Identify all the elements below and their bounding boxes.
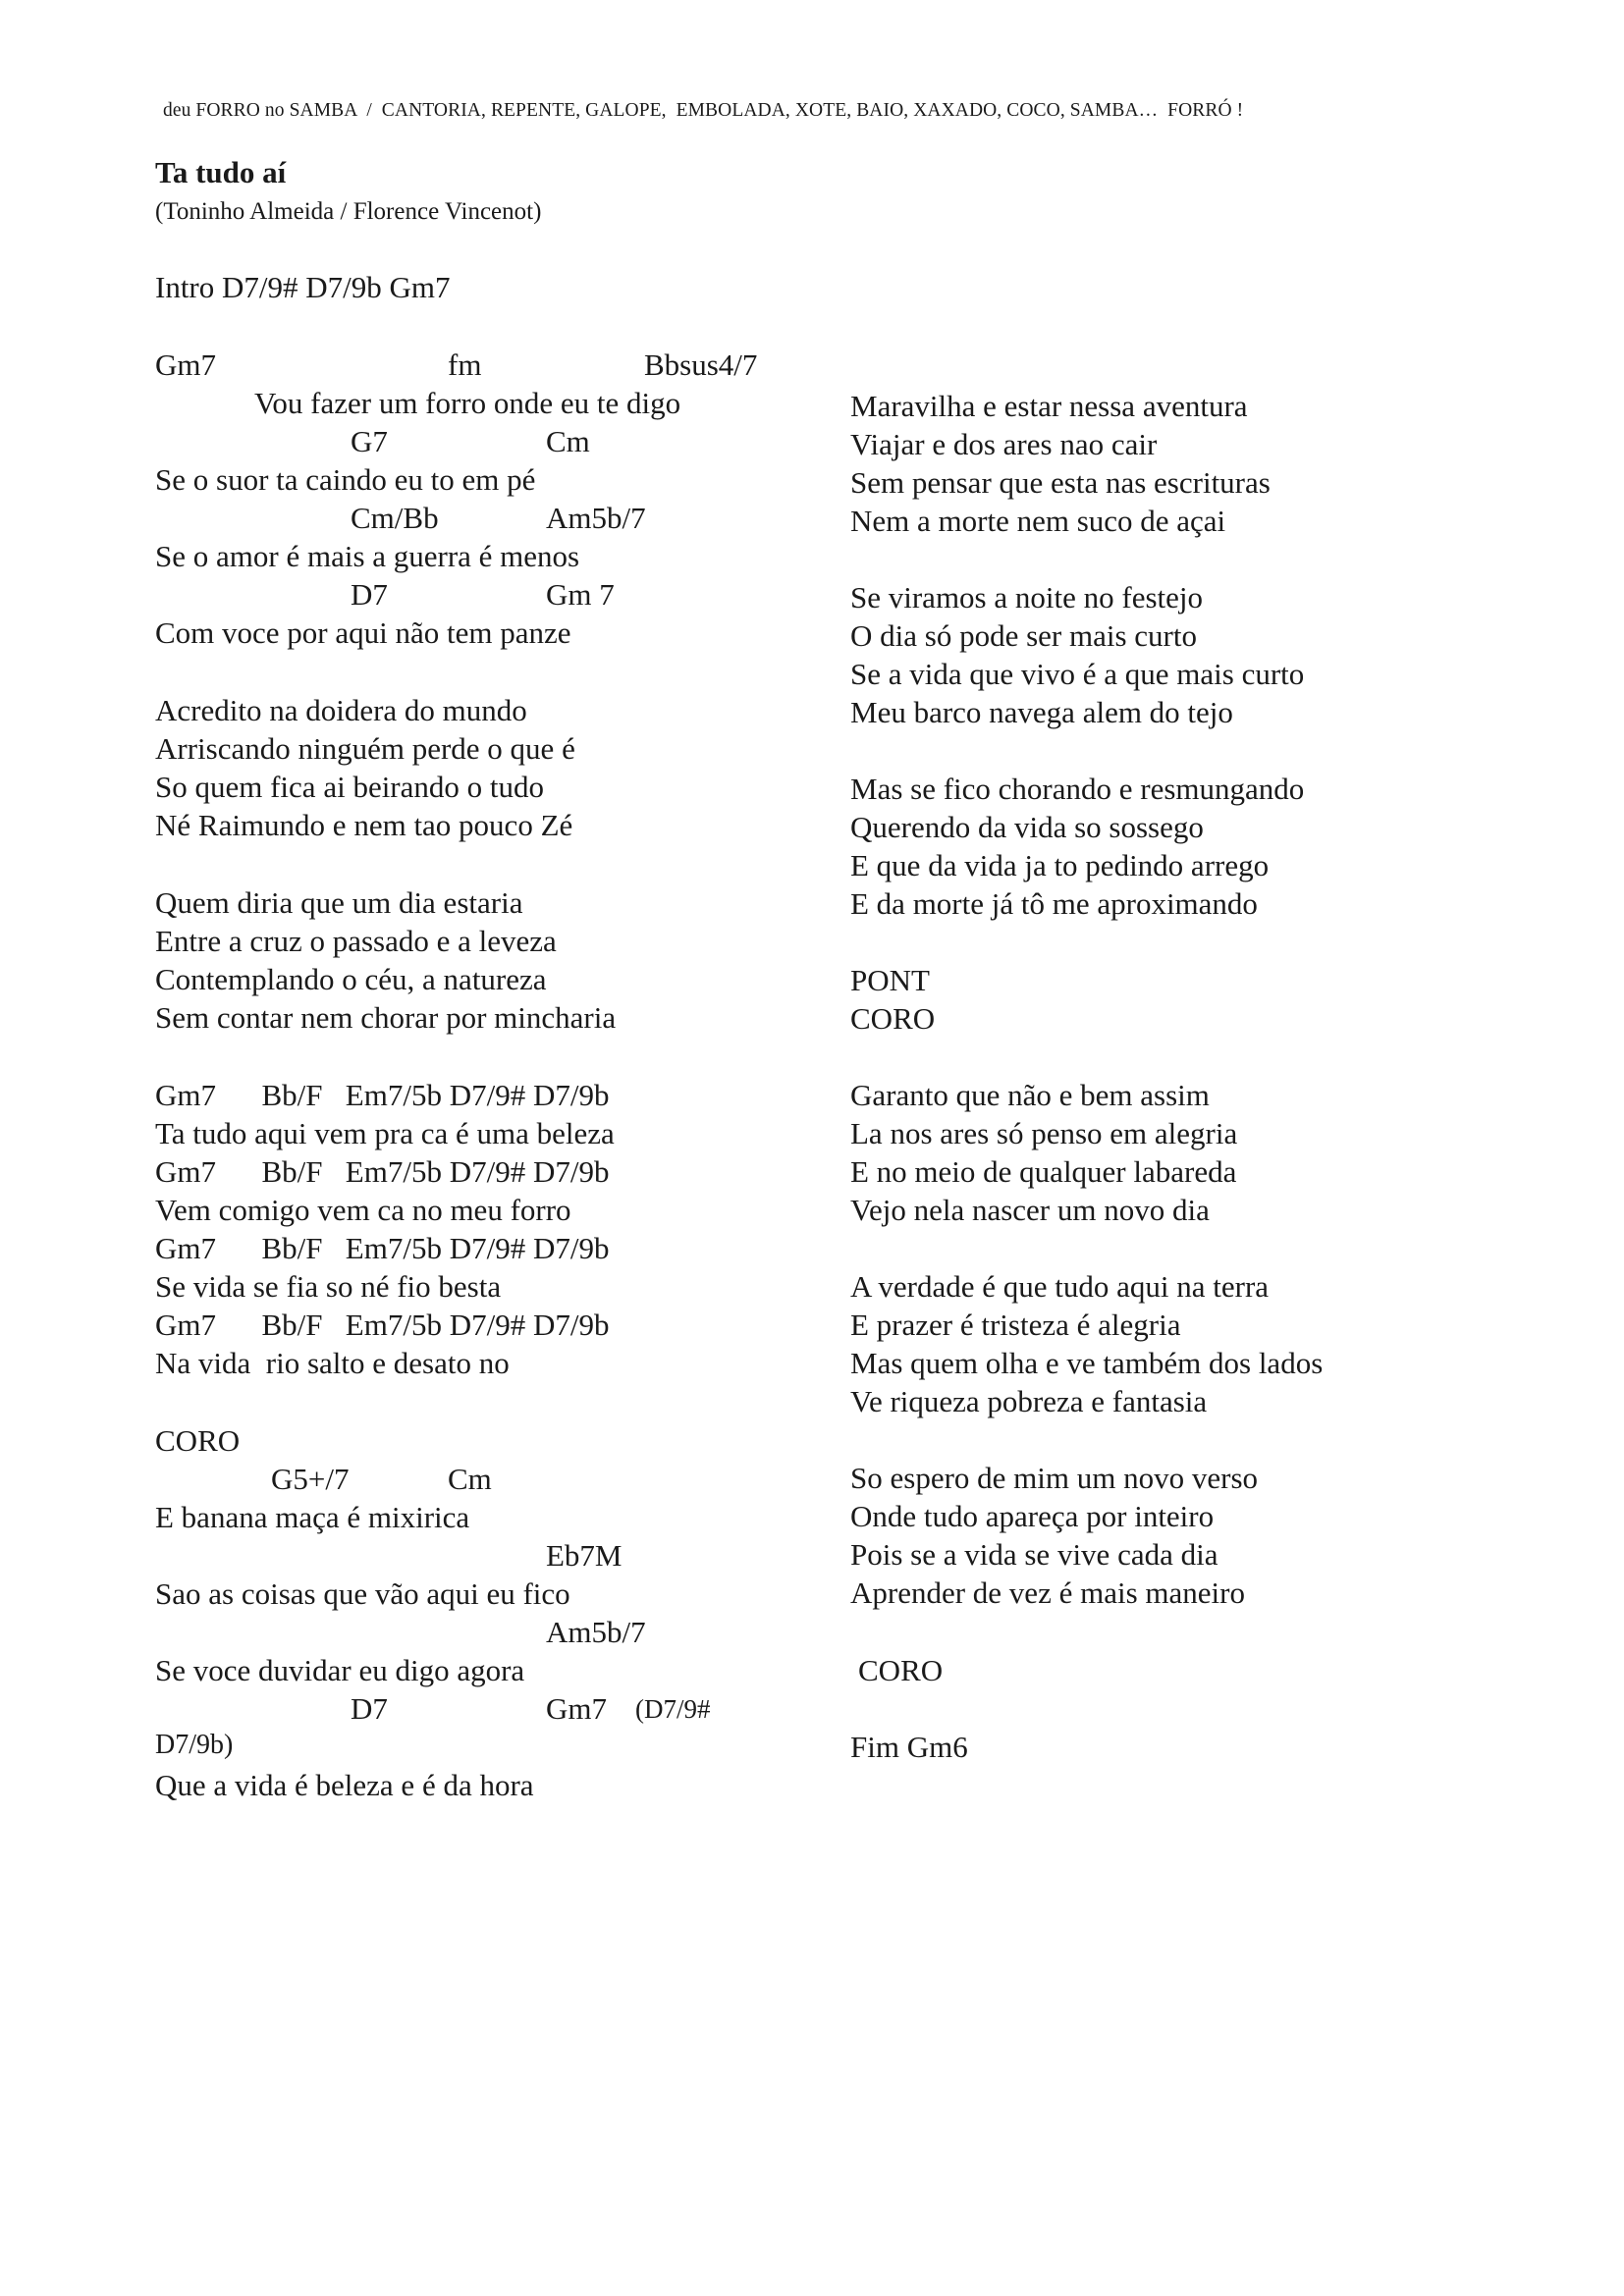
lyric-line: E da morte já tô me aproximando: [850, 886, 1258, 921]
song-title: Ta tudo aí: [155, 155, 287, 189]
lyric-line: Que a vida é beleza e é da hora: [155, 1768, 534, 1802]
lyric-line: Maravilha e estar nessa aventura: [850, 389, 1248, 423]
lyric-line: Arriscando ninguém perde o que é: [155, 731, 575, 766]
chord-line: Gm7 Bb/F Em7/5b D7/9# D7/9b: [155, 1308, 610, 1342]
lyric-line: Vejo nela nascer um novo dia: [850, 1193, 1210, 1227]
lyric-line: Aprender de vez é mais maneiro: [850, 1575, 1245, 1610]
lyric-line: Contemplando o céu, a natureza: [155, 962, 547, 996]
lyric-line: E no meio de qualquer labareda: [850, 1154, 1237, 1189]
chord: Cm: [546, 424, 590, 458]
chord-line: Gm7 Bb/F Em7/5b D7/9# D7/9b: [155, 1078, 610, 1112]
lyric-line: Acredito na doidera do mundo: [155, 693, 527, 727]
lyric-line: So quem fica ai beirando o tudo: [155, 770, 545, 804]
chord-line: Gm7 Bb/F Em7/5b D7/9# D7/9b: [155, 1154, 610, 1189]
chord: Cm/Bb: [351, 501, 439, 535]
lyric-line: Vou fazer um forro onde eu te digo: [254, 386, 681, 420]
chord: Am5b/7: [546, 1615, 646, 1649]
lyric-line: Ve riqueza pobreza e fantasia: [850, 1384, 1208, 1418]
lyric-line: E que da vida ja to pedindo arrego: [850, 848, 1270, 882]
chord: Gm7: [546, 1691, 607, 1726]
chord: Gm 7: [546, 577, 615, 612]
lyric-line: Se a vida que vivo é a que mais curto: [850, 657, 1305, 691]
lyric-line: Entre a cruz o passado e a leveza: [155, 924, 557, 958]
chord-line: Gm7 Bb/F Em7/5b D7/9# D7/9b: [155, 1231, 610, 1265]
chord: D7: [351, 577, 388, 612]
lyric-line: Sem pensar que esta nas escrituras: [850, 465, 1271, 500]
lyric-line: La nos ares só penso em alegria: [850, 1116, 1238, 1150]
lyric-line: Garanto que não e bem assim: [850, 1078, 1210, 1112]
chord: Eb7M: [546, 1538, 623, 1573]
lyric-line: Né Raimundo e nem tao pouco Zé: [155, 808, 573, 842]
chord: Am5b/7: [546, 501, 646, 535]
chord: D7/9b): [155, 1730, 234, 1760]
chord: fm: [448, 347, 482, 382]
section-label: CORO: [850, 1001, 936, 1036]
lyric-line: Pois se a vida se vive cada dia: [850, 1537, 1218, 1572]
section-label: CORO: [155, 1423, 241, 1458]
song-authors: (Toninho Almeida / Florence Vincenot): [155, 198, 542, 225]
lyric-line: Sem contar nem chorar por mincharia: [155, 1000, 617, 1035]
chord: D7: [351, 1691, 388, 1726]
section-label: PONT: [850, 963, 930, 997]
lyric-line: Se voce duvidar eu digo agora: [155, 1653, 525, 1687]
lyric-line: Querendo da vida so sossego: [850, 810, 1204, 844]
lyric-line: Se o amor é mais a guerra é menos: [155, 539, 580, 573]
lyric-line: Mas se fico chorando e resmungando: [850, 772, 1305, 806]
lyric-line: Se viramos a noite no festejo: [850, 580, 1203, 614]
intro-line: Intro D7/9# D7/9b Gm7: [155, 270, 451, 304]
lyric-line: Com voce por aqui não tem panze: [155, 615, 571, 650]
lyric-line: Meu barco navega alem do tejo: [850, 695, 1233, 729]
lyric-line: Se vida se fia so né fio besta: [155, 1269, 502, 1304]
chord: (D7/9#: [635, 1694, 711, 1724]
lyric-line: Mas quem olha e ve também dos lados: [850, 1346, 1324, 1380]
lyric-line: Viajar e dos ares nao cair: [850, 427, 1158, 461]
chord: Cm: [448, 1462, 492, 1496]
lyric-line: E prazer é tristeza é alegria: [850, 1308, 1181, 1342]
lyric-line: O dia só pode ser mais curto: [850, 618, 1197, 653]
chord: G5+/7: [271, 1462, 350, 1496]
lyric-line: A verdade é que tudo aqui na terra: [850, 1269, 1270, 1304]
chord: Bbsus4/7: [644, 347, 758, 382]
chord: G7: [351, 424, 388, 458]
lyric-line: Se o suor ta caindo eu to em pé: [155, 462, 536, 497]
lyric-line: Nem a morte nem suco de açai: [850, 504, 1226, 538]
lyric-line: E banana maça é mixirica: [155, 1500, 470, 1534]
lyric-line: Na vida rio salto e desato no: [155, 1346, 510, 1380]
chord: Gm7: [155, 347, 216, 382]
lyric-line: Vem comigo vem ca no meu forro: [155, 1193, 571, 1227]
section-label: CORO: [858, 1653, 944, 1687]
page-header: deu FORRO no SAMBA / CANTORIA, REPENTE, GALOPE, EMBOLADA, XOTE, BAIO, XAXADO, COCO, SAMBA… FORRÓ !: [163, 100, 1244, 121]
ending-line: Fim Gm6: [850, 1730, 968, 1764]
lyric-line: So espero de mim um novo verso: [850, 1461, 1259, 1495]
lyric-line: Sao as coisas que vão aqui eu fico: [155, 1576, 570, 1611]
lyric-line: Ta tudo aqui vem pra ca é uma beleza: [155, 1116, 615, 1150]
lyric-line: Onde tudo apareça por inteiro: [850, 1499, 1215, 1533]
lyric-line: Quem diria que um dia estaria: [155, 885, 523, 920]
